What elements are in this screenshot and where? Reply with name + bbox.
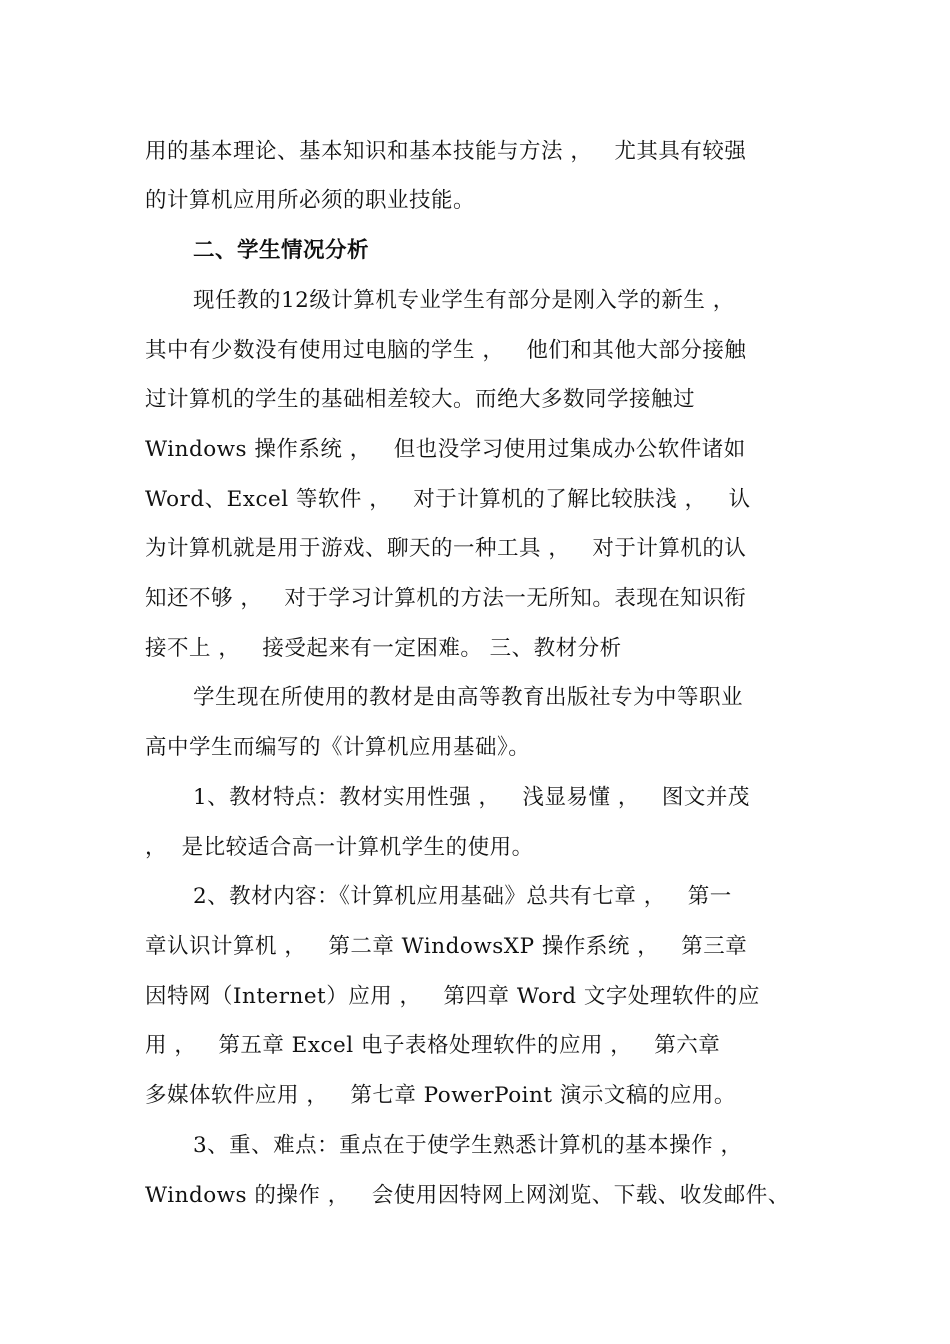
section-heading: 二、学生情况分析 bbox=[193, 238, 370, 263]
paragraph-line: 用的基本理论、基本知识和基本技能与方法 ， 尤其具有较强 bbox=[145, 139, 747, 164]
paragraph-line: 学生现在所使用的教材是由高等教育出版社专为中等职业 bbox=[193, 685, 744, 710]
paragraph-line: 的计算机应用所必须的职业技能。 bbox=[145, 188, 476, 213]
paragraph-line: 1、教材特点：教材实用性强 ， 浅显易懂 ， 图文并茂 bbox=[193, 785, 750, 810]
paragraph-line: ， 是比较适合高一计算机学生的使用。 bbox=[145, 835, 534, 860]
paragraph-line: 过计算机的学生的基础相差较大。而绝大多数同学接触过 bbox=[145, 387, 696, 412]
paragraph-line: 多媒体软件应用 ， 第七章 PowerPoint 演示文稿的应用。 bbox=[145, 1083, 736, 1108]
paragraph-line: 其中有少数没有使用过电脑的学生 ， 他们和其他大部分接触 bbox=[145, 338, 747, 363]
paragraph-line: 用 ， 第五章 Excel 电子表格处理软件的应用 ， 第六章 bbox=[145, 1033, 721, 1058]
paragraph-line: 为计算机就是用于游戏、聊天的一种工具 ， 对于计算机的认 bbox=[145, 536, 747, 561]
paragraph-line: 接不上 ， 接受起来有一定困难。 三、教材分析 bbox=[145, 636, 622, 661]
paragraph-line: 章认识计算机 ， 第二章 WindowsXP 操作系统 ， 第三章 bbox=[145, 934, 748, 959]
paragraph-line: 2、教材内容：《计算机应用基础》总共有七章 ， 第一 bbox=[193, 884, 732, 909]
paragraph-line: 因特网（Internet）应用 ， 第四章 Word 文字处理软件的应 bbox=[145, 984, 760, 1009]
paragraph-line: 高中学生而编写的《计算机应用基础》。 bbox=[145, 735, 531, 760]
paragraph-line: Windows 操作系统 ， 但也没学习使用过集成办公软件诸如 bbox=[145, 437, 746, 462]
paragraph-line: 3、重、难点：重点在于使学生熟悉计算机的基本操作 ， bbox=[193, 1133, 743, 1158]
paragraph-line: Word、Excel 等软件 ， 对于计算机的了解比较肤浅 ， 认 bbox=[145, 487, 751, 512]
paragraph-line: 知还不够 ， 对于学习计算机的方法一无所知。表现在知识衔 bbox=[145, 586, 747, 611]
paragraph-line: Windows 的操作 ， 会使用因特网上网浏览、下载、收发邮件、 bbox=[145, 1183, 790, 1208]
paragraph-line: 现任教的12级计算机专业学生有部分是刚入学的新生 ， bbox=[193, 288, 735, 313]
